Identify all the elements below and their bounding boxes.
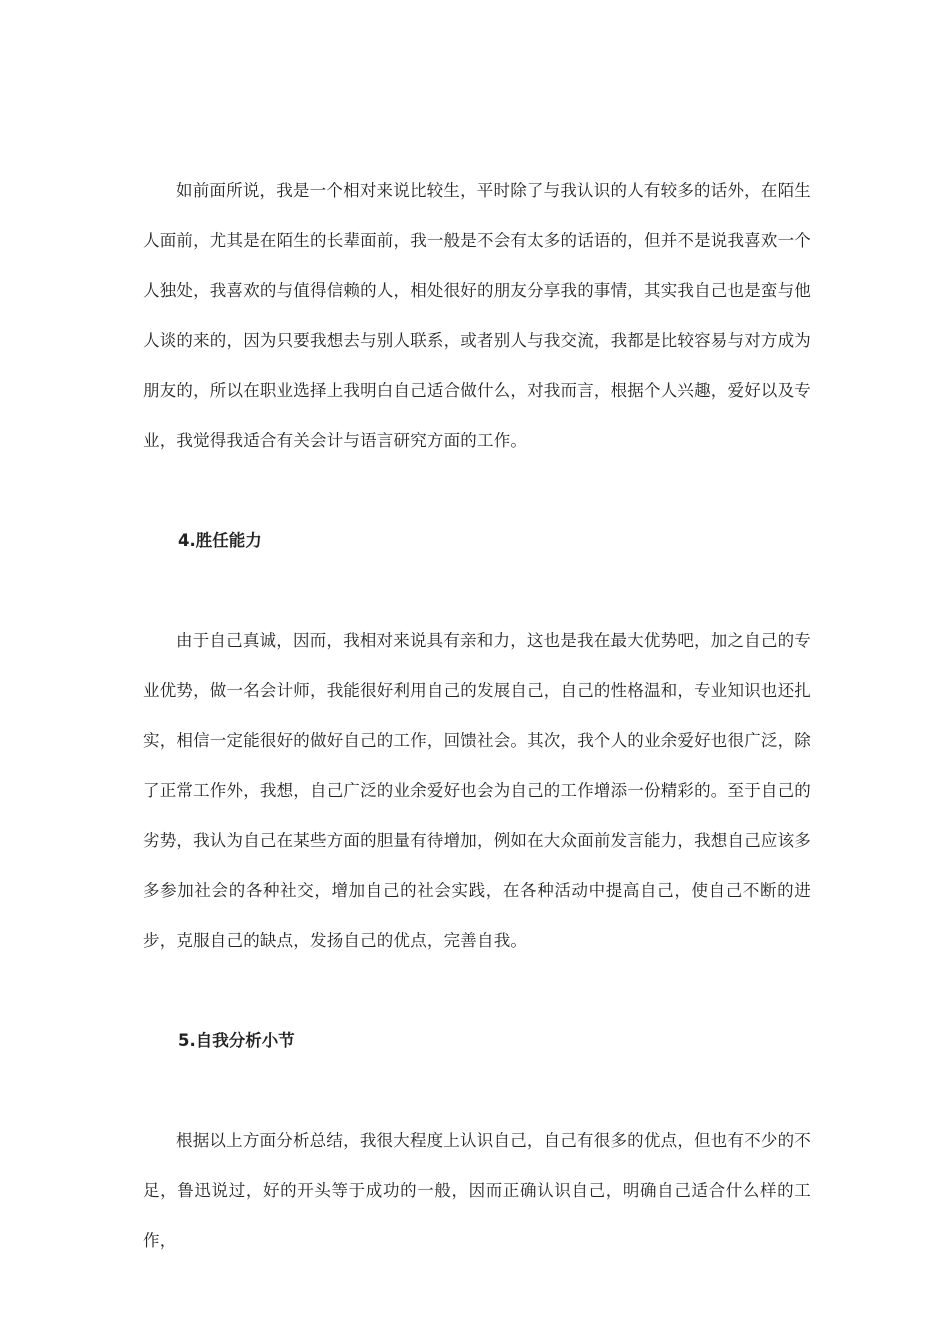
spacer (143, 566, 811, 616)
spacer (143, 466, 811, 516)
document-body (143, 166, 811, 1266)
heading-summary: 5.自我分析小节 (178, 1031, 295, 1050)
paragraph-competence: 由于自己真诚，因而，我相对来说具有亲和力，这也是我在最大优势吧，加之自己的专业优势，做一名会计师，我能很好利用自己的发展自己，自己的性格温和，专业知识也还扎实，相信一定能很好的做好自己的工作，回馈社会。其次，我个人的业余爱好也很广泛，除了正常工作外，我想，自己广泛的业余爱好也会为自己的工作增添一份精彩的。至于自己的劣势，我认为自己在某些方面的胆量有待增加，例如在大众面前发言能力，我想自己应该多多参加社会的各种社交，增加自己的社会实践，在各种活动中提高自己，使自己不断的进步，克服自己的缺点，发扬自己的优点，完善自我。 (143, 631, 811, 950)
spacer (143, 966, 811, 1016)
heading-competence: 4.胜任能力 (178, 531, 262, 550)
spacer (143, 1066, 811, 1116)
paragraph-self-analysis: 如前面所说，我是一个相对来说比较生，平时除了与我认识的人有较多的话外，在陌生人面前，尤其是在陌生的长辈面前，我一般是不会有太多的话语的，但并不是说我喜欢一个人独处，我喜欢的与值得信赖的人，相处很好的朋友分享我的事情，其实我自己也是蛮与他人谈的来的，因为只要我想去与别人联系，或者别人与我交流，我都是比较容易与对方成为朋友的，所以在职业选择上我明白自己适合做什么，对我而言，根据个人兴趣，爱好以及专业，我觉得我适合有关会计与语言研究方面的工作。 (143, 181, 811, 450)
paragraph-summary: 根据以上方面分析总结，我很大程度上认识自己，自己有很多的优点，但也有不少的不足，鲁迅说过，好的开头等于成功的一般，因而正确认识自己，明确自己适合什么样的工作， (143, 1131, 811, 1250)
